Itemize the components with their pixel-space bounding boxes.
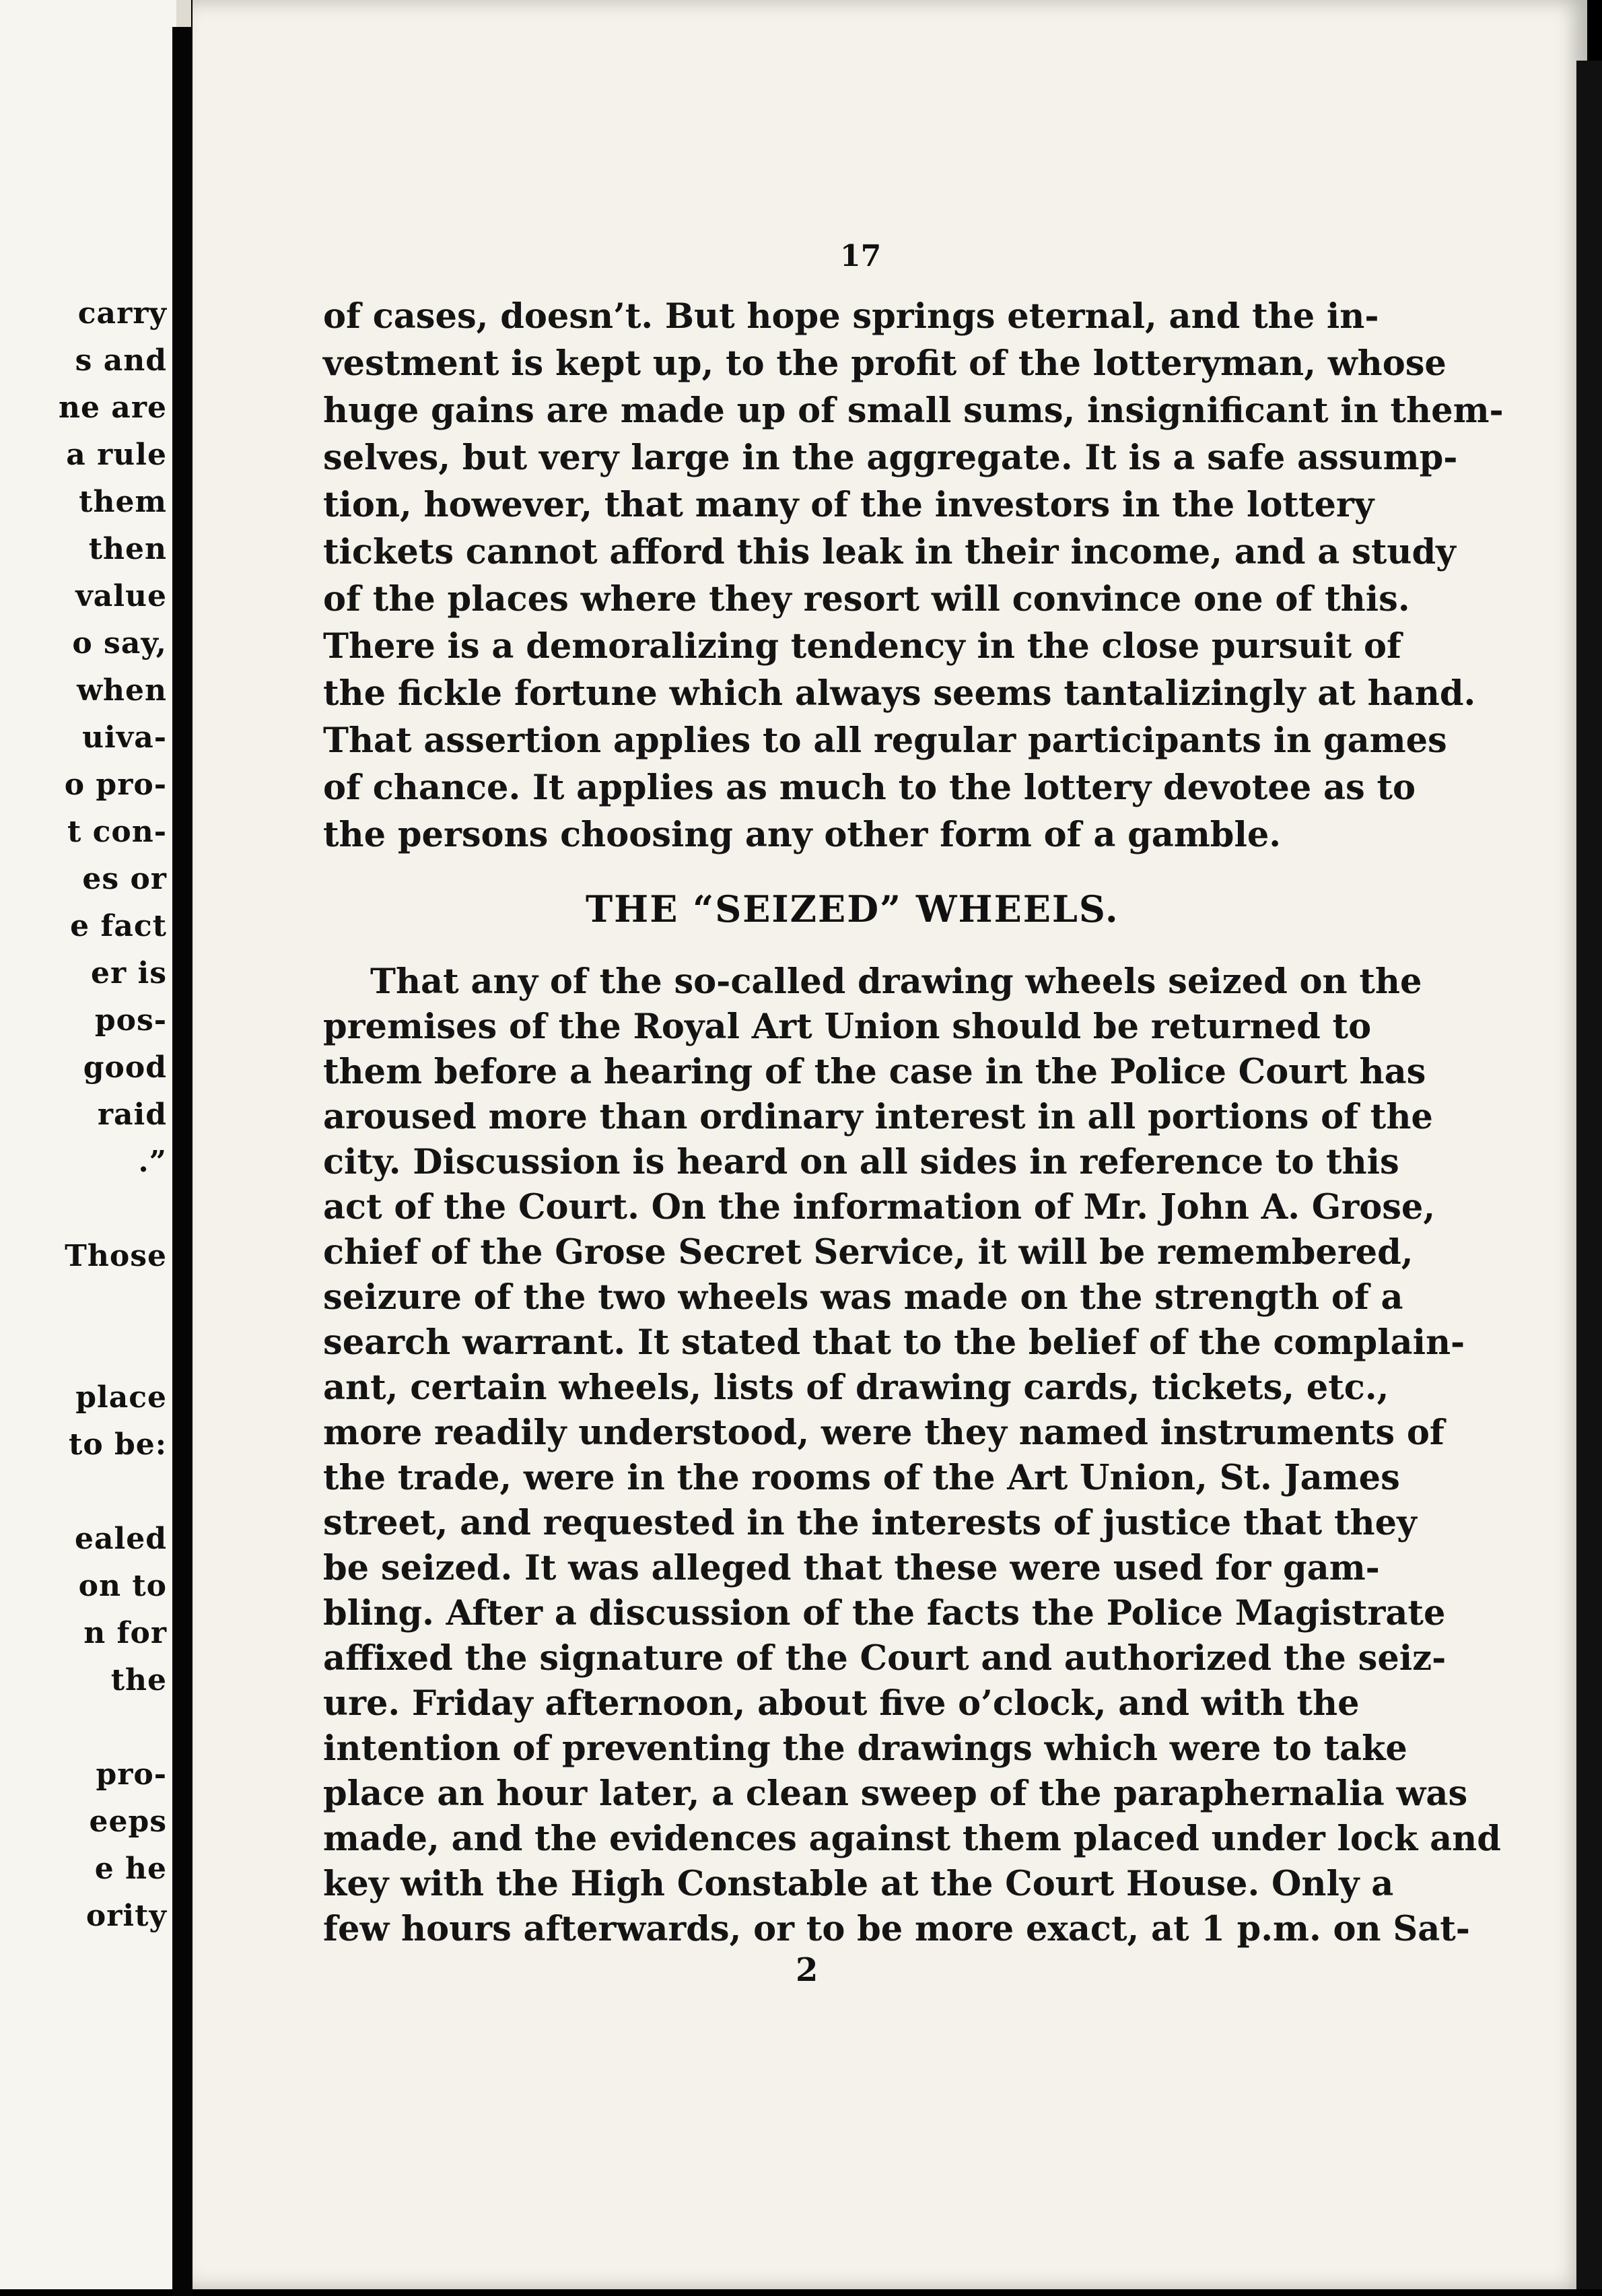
text-line: of cases, doesn’t. But hope springs eternal, and the in- [323,296,1379,337]
left-page-line: uiva- [81,720,167,755]
signature-mark: 2 [796,1951,819,1989]
text-line: act of the Court. On the information of Mr. John A. Grose, [323,1187,1436,1227]
page-number: 17 [840,239,882,273]
text-line: ure. Friday afternoon, about five o’clock, and with the [323,1683,1360,1724]
left-page-line: raid [97,1098,167,1132]
text-line: bling. After a discussion of the facts the Police Magistrate [323,1593,1446,1633]
text-line: ant, certain wheels, lists of drawing cards, tickets, etc., [323,1368,1389,1408]
left-page-line: n for [83,1616,167,1650]
text-line: the fickle fortune which always seems tantalizingly at hand. [323,673,1476,714]
left-page-line: t con- [67,815,167,849]
text-line: the persons choosing any other form of a gamble. [323,815,1282,855]
text-line: city. Discussion is heard on all sides in reference to this [323,1142,1399,1182]
left-page-line: er is [91,956,167,990]
text-line: premises of the Royal Art Union should be returned to [323,1007,1372,1047]
text-line: intention of preventing the drawings which were to take [323,1728,1407,1769]
text-line: tickets cannot afford this leak in their income, and a study [323,532,1456,572]
left-page-line: pos- [94,1003,167,1038]
left-page-line: on to [78,1569,167,1603]
left-page-line: place [75,1380,167,1415]
text-line: selves, but very large in the aggregate. It is a safe assump- [323,438,1458,478]
left-page-line: the [110,1663,167,1697]
left-page-line: e he [94,1852,167,1886]
left-page-line: value [75,579,167,613]
left-page-line: them [79,485,167,519]
text-line: few hours afterwards, or to be more exact, at 1 p.m. on Sat- [323,1909,1470,1949]
left-page-line: a rule [66,438,167,472]
left-page-line: .” [138,1145,167,1179]
text-line: affixed the signature of the Court and authorized the seiz- [323,1638,1447,1679]
left-page-line: then [88,532,167,566]
left-page-line: good [83,1050,167,1085]
text-line: key with the High Constable at the Court House. Only a [323,1864,1394,1904]
text-line: huge gains are made up of small sums, insignificant in them- [323,391,1504,431]
section-heading: THE “SEIZED” WHEELS. [586,887,1119,931]
text-line: vestment is kept up, to the profit of the lotteryman, whose [323,343,1447,384]
text-line: search warrant. It stated that to the belief of the complain- [323,1322,1465,1363]
text-line: made, and the evidences against them placed under lock and [323,1819,1501,1859]
text-line: tion, however, that many of the investors in the lottery [323,485,1374,525]
left-page-line: s and [75,343,167,378]
text-line: of the places where they resort will convince one of this. [323,579,1410,619]
left-page-line: to be: [69,1427,167,1462]
text-line: of chance. It applies as much to the lottery devotee as to [323,768,1416,808]
text-line: seizure of the two wheels was made on the strength of a [323,1277,1403,1318]
text-line: That assertion applies to all regular participants in games [323,720,1447,761]
left-page-line: es or [82,862,167,896]
left-page-line: Those [65,1239,167,1273]
text-line: them before a hearing of the case in the Police Court has [323,1052,1426,1092]
text-line: street, and requested in the interests of justice that they [323,1503,1417,1543]
text-line: the trade, were in the rooms of the Art Union, St. James [323,1458,1400,1498]
left-page [0,0,176,2289]
text-line: chief of the Grose Secret Service, it will be remembered, [323,1232,1414,1273]
left-page-line: o pro- [64,768,167,802]
book-spine [172,27,193,2296]
left-page-line: ne are [59,391,167,425]
left-page-line: when [77,673,167,708]
left-page-line: e fact [70,909,167,943]
text-line: more readily understood, were they named instruments of [323,1413,1444,1453]
left-page-line: carry [77,296,167,331]
text-line: There is a demoralizing tendency in the close pursuit of [323,626,1401,667]
text-line: be seized. It was alleged that these were used for gam- [323,1548,1380,1588]
left-page-line: eeps [89,1804,167,1839]
text-line: place an hour later, a clean sweep of the paraphernalia was [323,1774,1468,1814]
left-page-line: ealed [75,1522,167,1556]
text-line: aroused more than ordinary interest in all portions of the [323,1097,1433,1137]
page-edge-shadow [1576,61,1602,2289]
left-page-line: o say, [72,626,167,661]
left-page-line: ority [85,1899,167,1933]
left-page-line: pro- [96,1757,167,1792]
text-line: That any of the so-called drawing wheels seized on the [370,961,1422,1002]
